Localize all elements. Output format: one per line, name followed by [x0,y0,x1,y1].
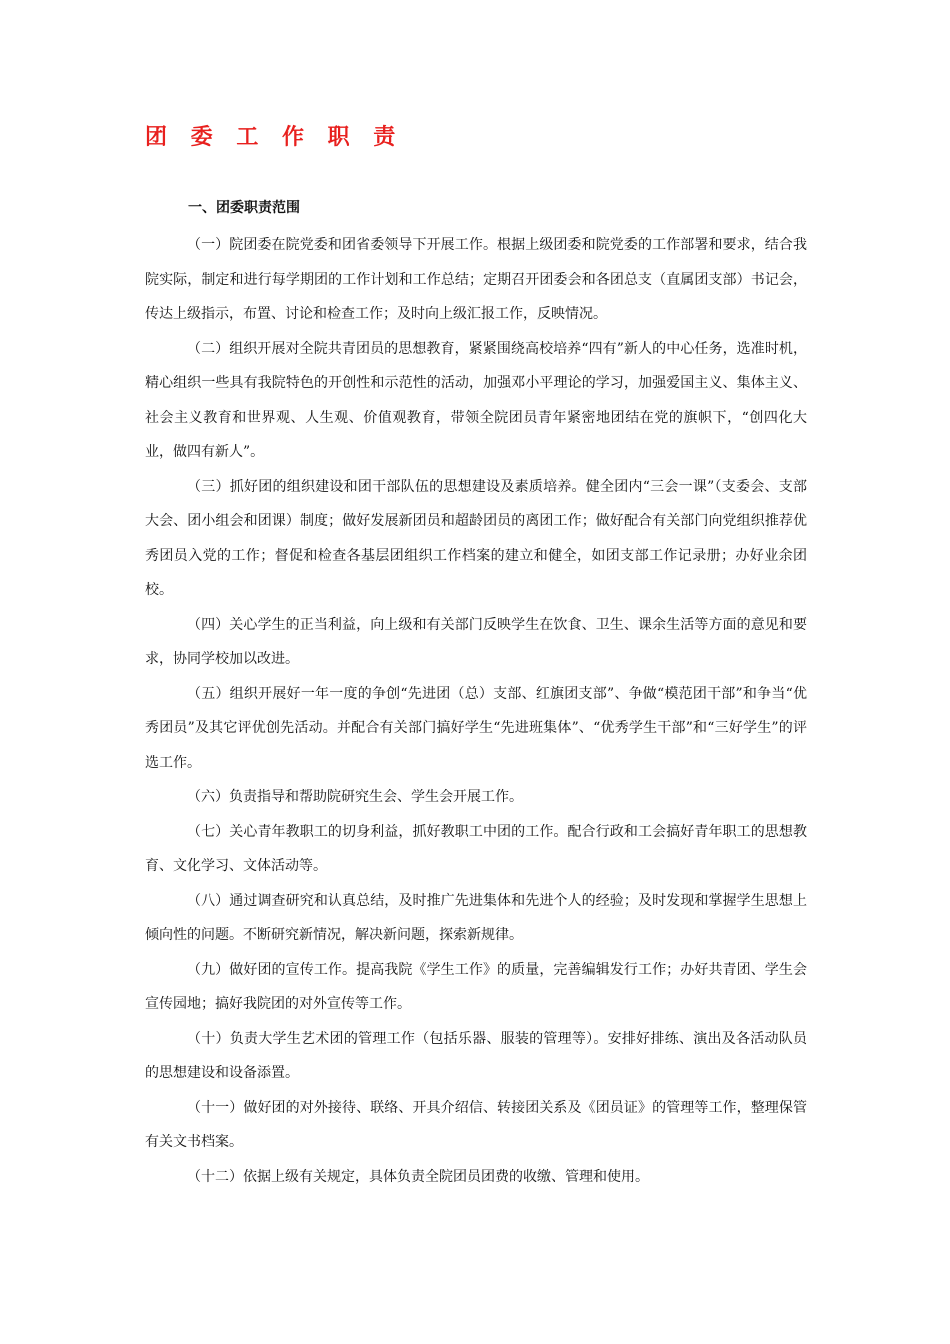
paragraph-1: （一）院团委在院党委和团省委领导下开展工作。根据上级团委和院党委的工作部署和要求，结合我院实际，制定和进行每学期团的工作计划和工作总结；定期召开团委会和各团总支（直属团支部）书记会，传达上级指示，布置、讨论和检查工作；及时向上级汇报工作，反映情况。 [145,237,807,322]
paragraph-12: （十二）依据上级有关规定，具体负责全院团员团费的收缴、管理和使用。 [187,1168,649,1185]
paragraph-9: （九）做好团的宣传工作。提高我院《学生工作》的质量，完善编辑发行工作；办好共青团、学生会宣传园地；搞好我院团的对外宣传等工作。 [145,961,807,1012]
paragraph-4: （四）关心学生的正当利益，向上级和有关部门反映学生在饮食、卫生、课余生活等方面的意见和要求，协同学校加以改进。 [145,616,807,667]
paragraph-6: （六）负责指导和帮助院研究生会、学生会开展工作。 [187,789,523,805]
paragraph-2: （二）组织开展对全院共青团员的思想教育，紧紧围绕高校培养“四有”新人的中心任务，选准时机，精心组织一些具有我院特色的开创性和示范性的活动，加强邓小平理论的学习，加强爱国主义、集体主义、社会主义教育和世界观、人生观、价值观教育，带领全院团员青年紧密地团结在党的旗帜下，“创四化大业，做四有新人”。 [145,340,807,460]
paragraph-10: （十）负责大学生艺术团的管理工作（包括乐器、服装的管理等）。安排好排练、演出及各活动队员的思想建设和设备添置。 [145,1030,807,1081]
document-body [145,228,807,1194]
paragraph-11: （十一）做好团的对外接待、联络、开具介绍信、转接团关系及《团员证》的管理等工作，整理保管有关文书档案。 [145,1099,807,1150]
paragraph-7: （七）关心青年教职工的切身利益，抓好教职工中团的工作。配合行政和工会搞好青年职工的思想教育、文化学习、文体活动等。 [145,823,807,874]
paragraph-8: （八）通过调查研究和认真总结，及时推广先进集体和先进个人的经验；及时发现和掌握学生思想上倾向性的问题。不断研究新情况，解决新问题，探索新规律。 [145,892,807,943]
section-heading: 一、团委职责范围 [188,200,300,216]
paragraph-5: （五）组织开展好一年一度的争创“先进团（总）支部、红旗团支部”、争做“模范团干部”和争当“优秀团员”及其它评优创先活动。并配合有关部门搞好学生“先进班集体”、“优秀学生干部”和“三好学生”的评选工作。 [145,685,807,771]
paragraph-3: （三）抓好团的组织建设和团干部队伍的思想建设及素质培养。健全团内“三会一课”（支委会、支部大会、团小组会和团课）制度；做好发展新团员和超龄团员的离团工作；做好配合有关部门向党组织推荐优秀团员入党的工作；督促和检查各基层团组织工作档案的建立和健全，如团支部工作记录册；办好业余团校。 [145,478,807,598]
document-title: 团 委 工 作 职 责 [145,125,404,150]
